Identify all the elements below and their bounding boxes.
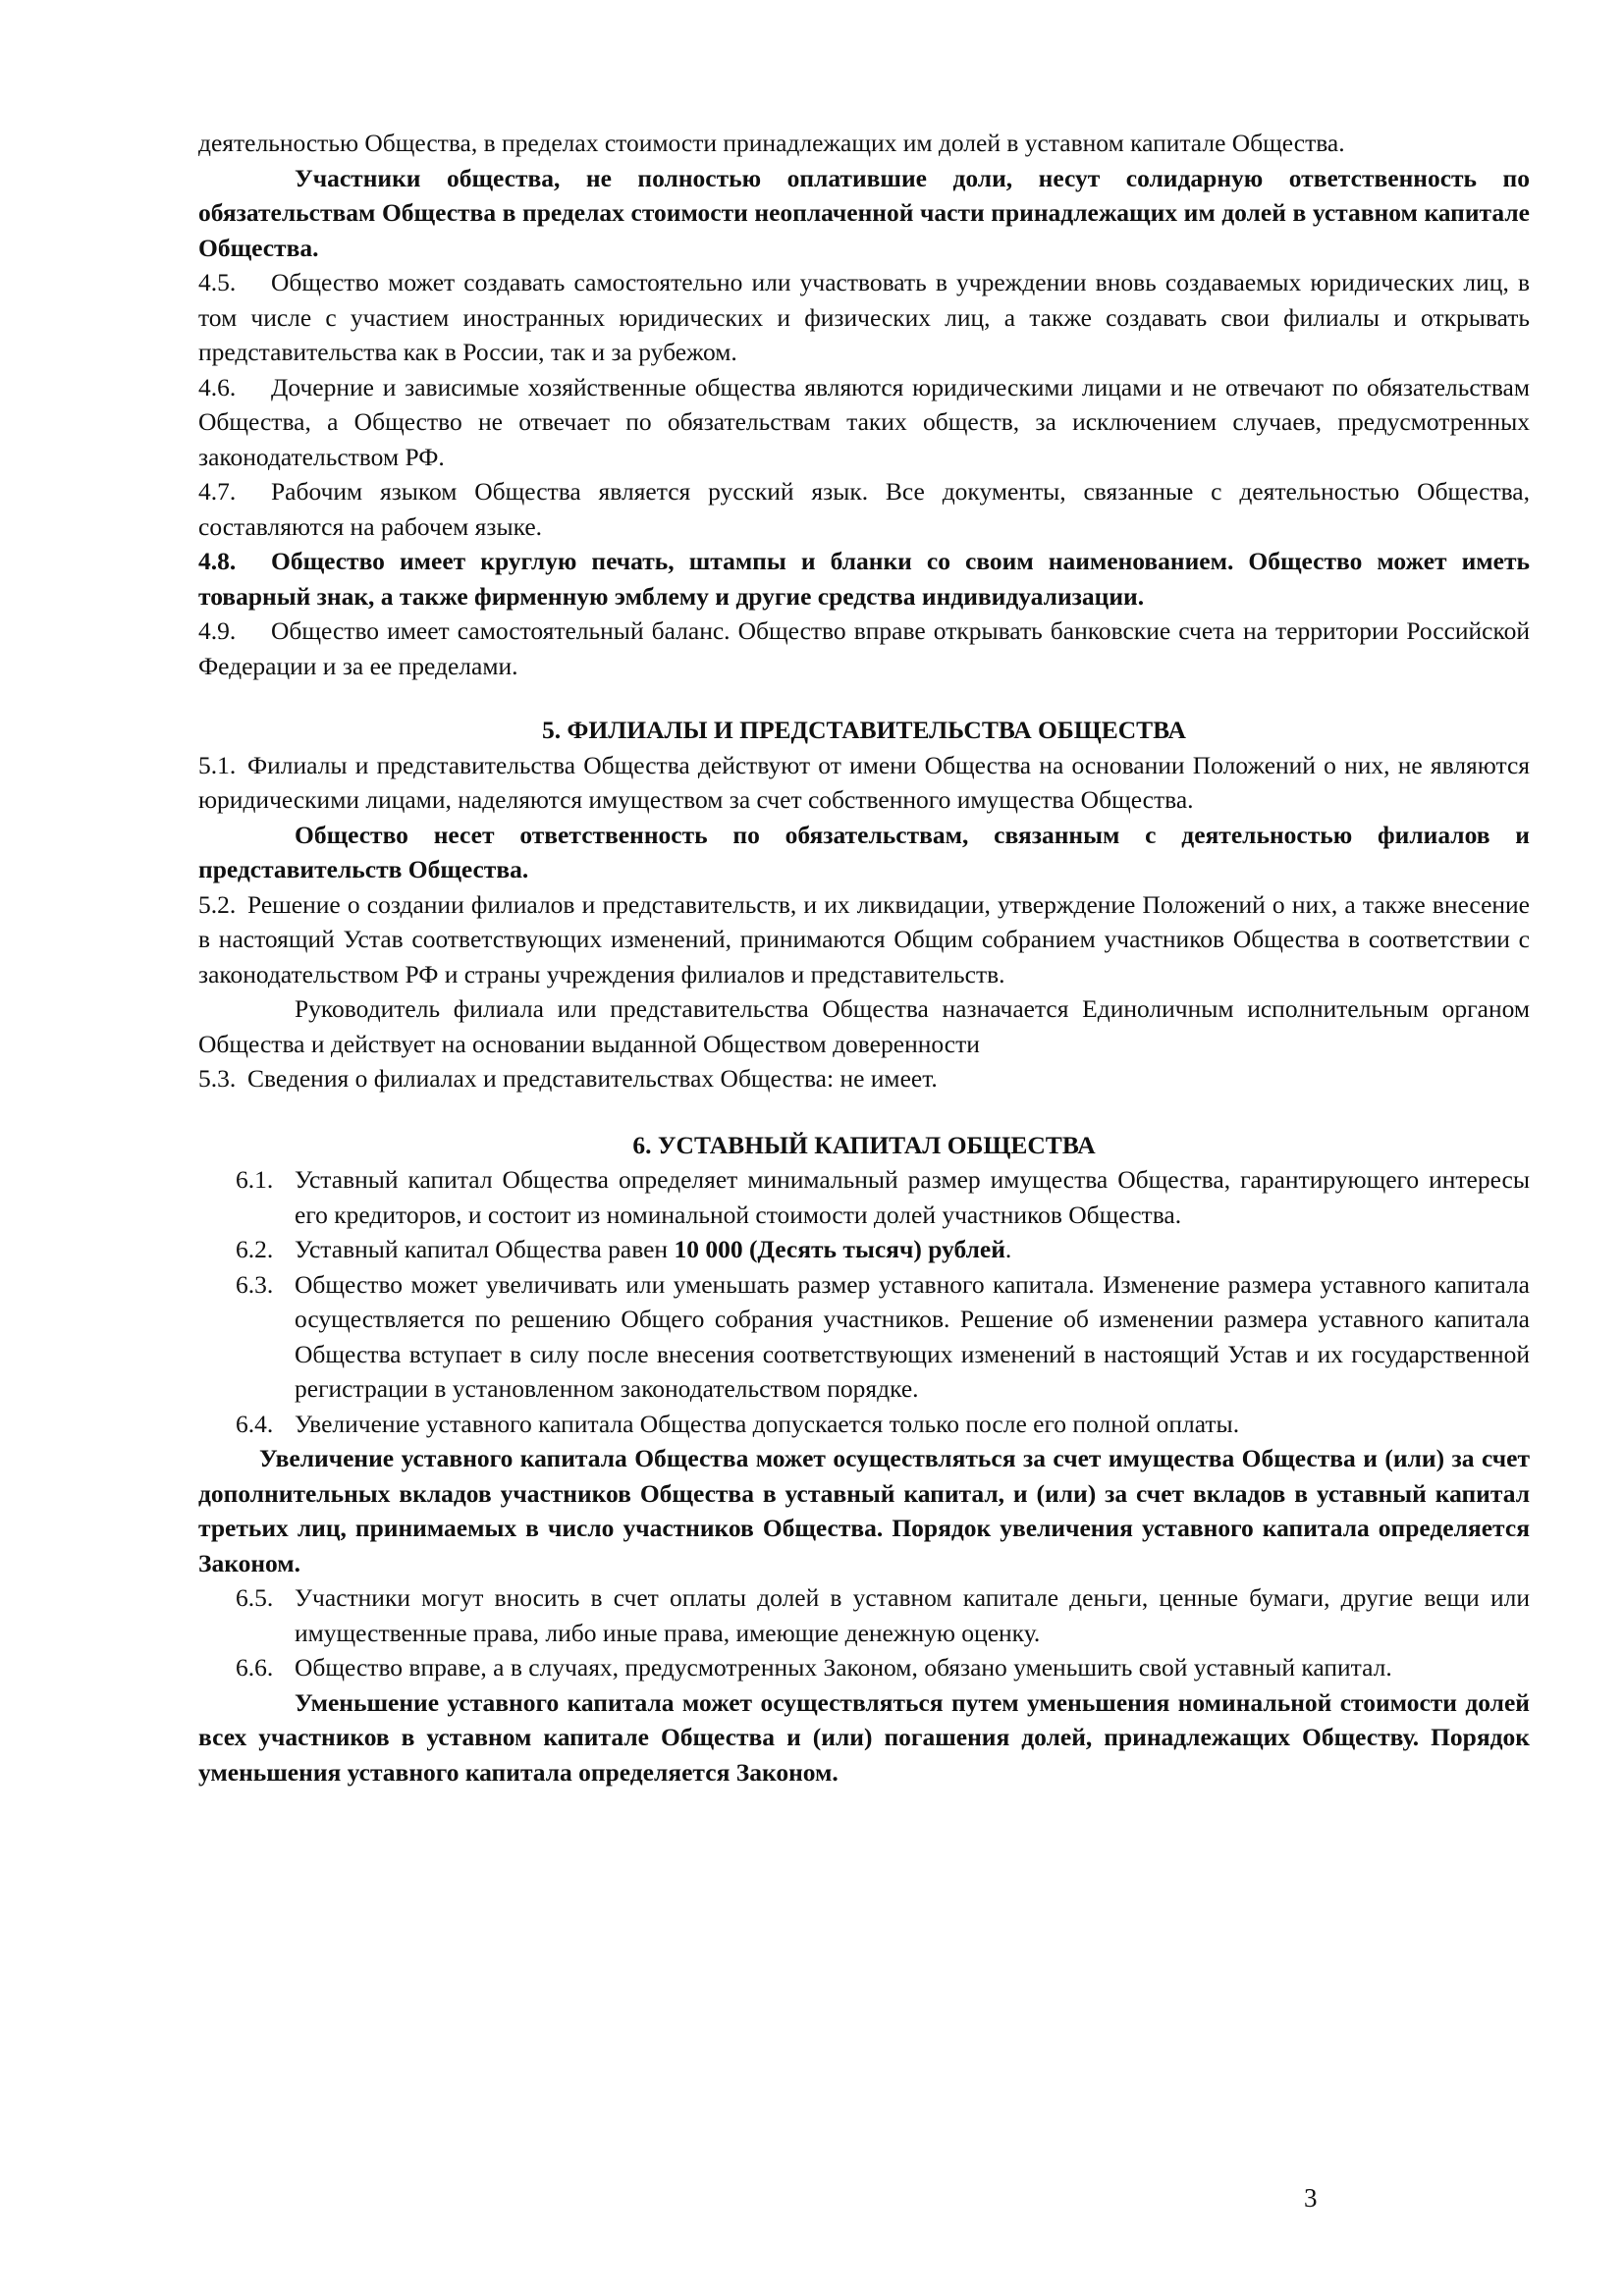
section-6-heading: 6. УСТАВНЫЙ КАПИТАЛ ОБЩЕСТВА	[632, 1130, 1096, 1159]
clause-number: 6.1.	[236, 1165, 274, 1194]
clause-text: Общество вправе, а в случаях, предусмотренных Законом, обязано уменьшить свой уставный капитал.	[295, 1653, 1392, 1682]
paragraph-joint-liability: Участники общества, не полностью оплатившие доли, несут солидарную ответственность по обязательствам Общества в пределах стоимости неоплаченной части принадлежащих им долей в уставном капитале Общества.	[198, 163, 1530, 262]
clause-6-3	[236, 1267, 1530, 1407]
clause-text: Рабочим языком Общества является русский язык. Все документы, связанные с деятельностью Общества, составляются на рабочем языке.	[198, 477, 1530, 541]
paragraph-intro: деятельностью Общества, в пределах стоимости принадлежащих им долей в уставном капитале Общества.	[198, 129, 1345, 157]
clause-4-8	[198, 544, 1530, 614]
clause-text: Уставный капитал Общества определяет минимальный размер имущества Общества, гарантирующего интересы его кредиторов, и состоит из номинальной стоимости долей участников Общества.	[295, 1165, 1530, 1229]
clause-number: 6.5.	[236, 1583, 274, 1612]
clause-6-5	[236, 1580, 1530, 1650]
capital-amount: 10 000 (Десять тысяч) рублей	[674, 1235, 1005, 1263]
clause-number: 4.8.	[198, 547, 237, 575]
clause-text-end: .	[1004, 1235, 1012, 1263]
section-5-heading: 5. ФИЛИАЛЫ И ПРЕДСТАВИТЕЛЬСТВА ОБЩЕСТВА	[542, 716, 1186, 744]
clause-text: Дочерние и зависимые хозяйственные общества являются юридическими лицами и не отвечают по обязательствам Общества, а Общество не отвечает по обязательствам таких обществ, за исключением случаев, предусмотренных законодательством РФ.	[198, 372, 1530, 471]
clause-text: Филиалы и представительства Общества действуют от имени Общества на основании Положений о них, не являются юридическими лицами, наделяются имуществом за счет собственного имущества Общества.	[198, 750, 1530, 814]
clause-5-3	[198, 1061, 1530, 1096]
clause-number: 4.7.	[198, 477, 237, 506]
clause-4-5	[198, 265, 1530, 370]
clause-4-7	[198, 474, 1530, 544]
clause-number: 4.5.	[198, 268, 237, 296]
clause-text: Сведения о филиалах и представительствах Общества: не имеет.	[247, 1064, 938, 1093]
clause-number: 6.3.	[236, 1269, 274, 1299]
clause-text: Уставный капитал Общества равен	[295, 1235, 675, 1263]
clause-number: 4.9.	[198, 616, 237, 645]
clause-text: Общество имеет самостоятельный баланс. Общество вправе открывать банковские счета на территории Российской Федерации и за ее пределами.	[198, 616, 1530, 680]
clause-text: Увеличение уставного капитала Общества допускается только после его полной оплаты.	[295, 1409, 1240, 1438]
page-number: 3	[1304, 2183, 1318, 2213]
clause-number: 5.1.	[198, 750, 237, 779]
paragraph-capital-increase: Увеличение уставного капитала Общества может осуществляться за счет имущества Общества и (или) за счет дополнительных вкладов участников Общества в уставный капитал, и (или) за счет вкладов в уставный капитал третьих лиц, принимаемых в число участников Общества. Порядок увеличения уставного капитала определяется Законом.	[198, 1444, 1530, 1577]
clause-number: 5.3.	[198, 1064, 237, 1093]
clause-text: Решение о создании филиалов и представительств, и их ликвидации, утверждение Положений о них, а также внесение в настоящий Устав соответствующих изменений, принимаются Общим собранием участников Общества в соответствии с законодательством РФ и страны учреждения филиалов и представительств.	[198, 889, 1530, 988]
clause-4-6	[198, 370, 1530, 475]
clause-text: Участники могут вносить в счет оплаты долей в уставном капитале деньги, ценные бумаги, другие вещи или имущественные права, либо иные права, имеющие денежную оценку.	[295, 1583, 1530, 1647]
paragraph-branch-liability: Общество несет ответственность по обязательствам, связанным с деятельностью филиалов и представительств Общества.	[198, 820, 1530, 883]
document-page	[198, 126, 1530, 1789]
clause-5-2	[198, 887, 1530, 992]
clause-6-1	[236, 1162, 1530, 1232]
clause-text: Общество может создавать самостоятельно или участвовать в учреждении вновь создаваемых юридических лиц, в том числе с участием иностранных юридических и физических лиц, а также создавать свои филиалы и открывать представительства как в России, так и за рубежом.	[198, 268, 1530, 366]
clause-text: Общество имеет круглую печать, штампы и бланки со своим наименованием. Общество может иметь товарный знак, а также фирменную эмблему и другие средства индивидуализации.	[198, 547, 1530, 611]
paragraph-capital-decrease: Уменьшение уставного капитала может осуществляться путем уменьшения номинальной стоимости долей всех участников в уставном капитале Общества и (или) погашения долей, принадлежащих Обществу. Порядок уменьшения уставного капитала определяется Законом.	[198, 1687, 1530, 1787]
clause-number: 6.2.	[236, 1235, 274, 1263]
clause-text: Общество может увеличивать или уменьшать размер уставного капитала. Изменение размера уставного капитала осуществляется по решению Общего собрания участников. Решение об изменении размера уставного капитала Общества вступает в силу после внесения соответствующих изменений в настоящий Устав и их государственной регистрации в установленном законодательством порядке.	[295, 1269, 1530, 1403]
clause-6-4	[236, 1407, 1530, 1442]
clause-4-9	[198, 614, 1530, 683]
clause-6-2	[236, 1232, 1530, 1267]
clause-5-1	[198, 748, 1530, 818]
clause-number: 6.6.	[236, 1653, 274, 1682]
clause-number: 4.6.	[198, 372, 237, 401]
clause-number: 5.2.	[198, 889, 237, 919]
paragraph-branch-head: Руководитель филиала или представительства Общества назначается Единоличным исполнительным органом Общества и действует на основании выданной Обществом доверенности	[198, 994, 1530, 1058]
clause-number: 6.4.	[236, 1409, 274, 1438]
clause-6-6	[236, 1650, 1530, 1685]
